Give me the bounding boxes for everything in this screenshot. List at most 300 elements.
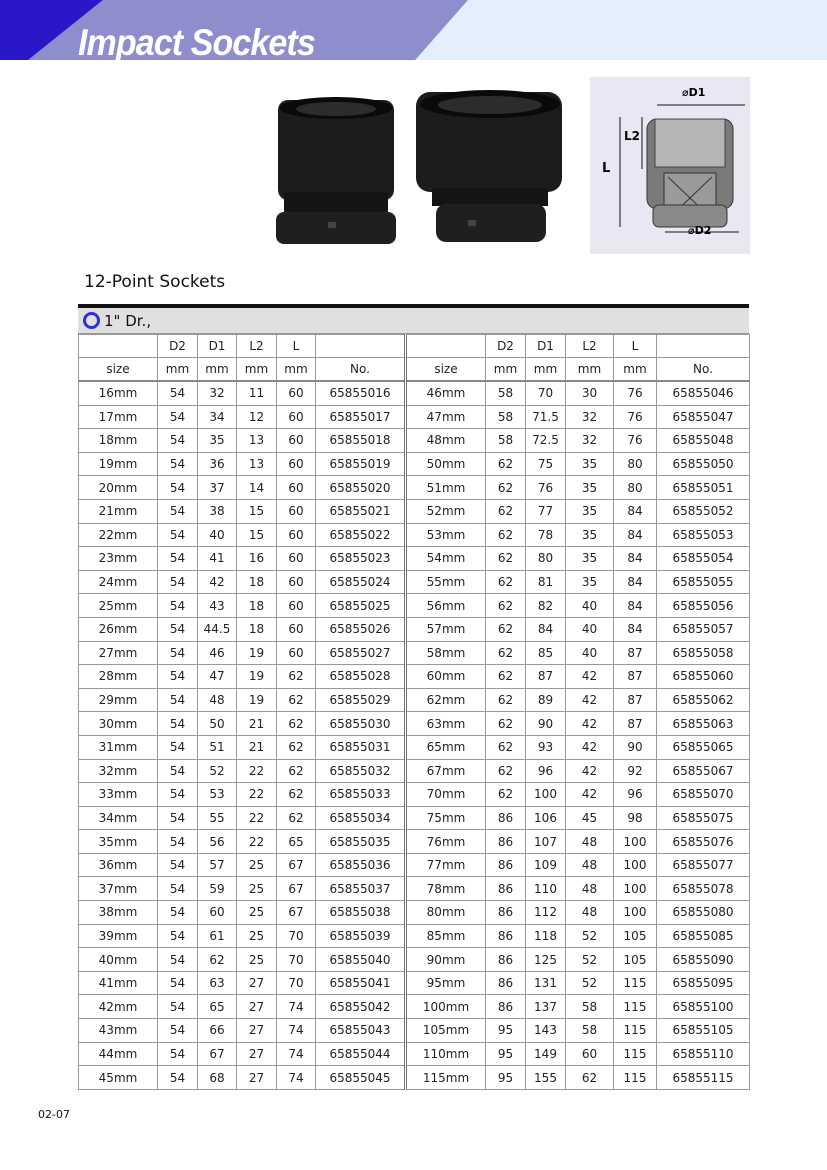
cell-d1: 32 bbox=[198, 381, 237, 405]
cell-d2: 54 bbox=[158, 1042, 198, 1066]
cell-l2: 11 bbox=[237, 381, 277, 405]
cell-part-number: 65855048 bbox=[657, 429, 750, 453]
cell-size: 110mm bbox=[406, 1042, 486, 1066]
cell-l2: 48 bbox=[566, 853, 614, 877]
cell-d1: 37 bbox=[198, 476, 237, 500]
column-header-size: size bbox=[406, 358, 486, 382]
cell-part-number: 65855060 bbox=[657, 665, 750, 689]
cell-d2: 62 bbox=[486, 665, 526, 689]
cell-l2: 18 bbox=[237, 617, 277, 641]
cell-part-number: 65855028 bbox=[316, 665, 406, 689]
cell-d2: 62 bbox=[486, 641, 526, 665]
cell-l: 90 bbox=[614, 735, 657, 759]
cell-part-number: 65855063 bbox=[657, 712, 750, 736]
cell-l2: 42 bbox=[566, 712, 614, 736]
cell-d2: 95 bbox=[486, 1066, 526, 1090]
cell-d1: 109 bbox=[526, 853, 566, 877]
cell-l: 60 bbox=[277, 499, 316, 523]
table-row bbox=[79, 995, 750, 1019]
table-row bbox=[79, 594, 750, 618]
drive-size-label: 1" Dr., bbox=[104, 311, 152, 330]
ring-bullet-icon bbox=[83, 312, 100, 329]
column-header-l2: L2 bbox=[237, 335, 277, 358]
cell-l: 60 bbox=[277, 429, 316, 453]
cell-d2: 54 bbox=[158, 1066, 198, 1090]
cell-l: 105 bbox=[614, 924, 657, 948]
cell-size: 32mm bbox=[79, 759, 158, 783]
cell-part-number: 65855076 bbox=[657, 830, 750, 854]
cell-part-number: 65855024 bbox=[316, 570, 406, 594]
cell-size: 31mm bbox=[79, 735, 158, 759]
cell-l: 60 bbox=[277, 523, 316, 547]
cell-size: 17mm bbox=[79, 405, 158, 429]
cell-size: 38mm bbox=[79, 901, 158, 925]
cell-size: 24mm bbox=[79, 570, 158, 594]
cell-l: 60 bbox=[277, 617, 316, 641]
cell-d2: 86 bbox=[486, 806, 526, 830]
table-row bbox=[79, 1066, 750, 1090]
cell-size: 54mm bbox=[406, 547, 486, 571]
cell-l2: 14 bbox=[237, 476, 277, 500]
cell-part-number: 65855050 bbox=[657, 452, 750, 476]
cell-part-number: 65855042 bbox=[316, 995, 406, 1019]
table-row bbox=[79, 405, 750, 429]
cell-size: 34mm bbox=[79, 806, 158, 830]
cell-d2: 54 bbox=[158, 429, 198, 453]
cell-d2: 54 bbox=[158, 523, 198, 547]
cell-d2: 54 bbox=[158, 665, 198, 689]
cell-d1: 47 bbox=[198, 665, 237, 689]
cell-l: 105 bbox=[614, 948, 657, 972]
cell-l2: 15 bbox=[237, 523, 277, 547]
cell-part-number: 65855031 bbox=[316, 735, 406, 759]
cell-l: 74 bbox=[277, 995, 316, 1019]
cell-d1: 125 bbox=[526, 948, 566, 972]
cell-part-number: 65855047 bbox=[657, 405, 750, 429]
cell-d1: 75 bbox=[526, 452, 566, 476]
header-row bbox=[79, 358, 750, 382]
table-row bbox=[79, 971, 750, 995]
cell-part-number: 65855023 bbox=[316, 547, 406, 571]
cell-l2: 19 bbox=[237, 688, 277, 712]
cell-l2: 48 bbox=[566, 901, 614, 925]
drive-size-header bbox=[78, 308, 749, 334]
cell-d1: 77 bbox=[526, 499, 566, 523]
cell-part-number: 65855090 bbox=[657, 948, 750, 972]
cell-d2: 54 bbox=[158, 452, 198, 476]
cell-size: 52mm bbox=[406, 499, 486, 523]
cell-l: 80 bbox=[614, 476, 657, 500]
cell-size: 45mm bbox=[79, 1066, 158, 1090]
cell-size: 77mm bbox=[406, 853, 486, 877]
cell-size: 56mm bbox=[406, 594, 486, 618]
cell-d2: 86 bbox=[486, 877, 526, 901]
cell-d2: 54 bbox=[158, 948, 198, 972]
cell-d1: 81 bbox=[526, 570, 566, 594]
cell-l2: 25 bbox=[237, 924, 277, 948]
cell-l2: 58 bbox=[566, 1019, 614, 1043]
cell-part-number: 65855095 bbox=[657, 971, 750, 995]
socket-photo-small bbox=[272, 92, 402, 252]
cell-l: 100 bbox=[614, 901, 657, 925]
cell-size: 39mm bbox=[79, 924, 158, 948]
cell-part-number: 65855041 bbox=[316, 971, 406, 995]
cell-l2: 48 bbox=[566, 877, 614, 901]
cell-l: 96 bbox=[614, 783, 657, 807]
cell-size: 100mm bbox=[406, 995, 486, 1019]
cell-d2: 54 bbox=[158, 971, 198, 995]
cell-size: 58mm bbox=[406, 641, 486, 665]
cell-d2: 95 bbox=[486, 1019, 526, 1043]
cell-part-number: 65855020 bbox=[316, 476, 406, 500]
cell-part-number: 65855062 bbox=[657, 688, 750, 712]
cell-l: 84 bbox=[614, 570, 657, 594]
cell-l2: 27 bbox=[237, 1066, 277, 1090]
cell-l2: 35 bbox=[566, 476, 614, 500]
cell-d1: 93 bbox=[526, 735, 566, 759]
cell-d2: 58 bbox=[486, 381, 526, 405]
cell-part-number: 65855058 bbox=[657, 641, 750, 665]
cell-d2: 62 bbox=[486, 452, 526, 476]
cell-l2: 48 bbox=[566, 830, 614, 854]
cell-part-number: 65855030 bbox=[316, 712, 406, 736]
cell-d1: 59 bbox=[198, 877, 237, 901]
cell-l: 60 bbox=[277, 570, 316, 594]
cell-l: 60 bbox=[277, 405, 316, 429]
page-title: Impact Sockets bbox=[78, 22, 315, 63]
cell-l: 70 bbox=[277, 948, 316, 972]
cell-size: 47mm bbox=[406, 405, 486, 429]
cell-part-number: 65855078 bbox=[657, 877, 750, 901]
cell-size: 65mm bbox=[406, 735, 486, 759]
cell-d1: 44.5 bbox=[198, 617, 237, 641]
column-header-d2: mm bbox=[486, 358, 526, 382]
cell-part-number: 65855036 bbox=[316, 853, 406, 877]
cell-d1: 63 bbox=[198, 971, 237, 995]
cell-size: 23mm bbox=[79, 547, 158, 571]
cell-l2: 27 bbox=[237, 1042, 277, 1066]
cell-part-number: 65855053 bbox=[657, 523, 750, 547]
cell-part-number: 65855033 bbox=[316, 783, 406, 807]
cell-l2: 22 bbox=[237, 806, 277, 830]
cell-l: 67 bbox=[277, 877, 316, 901]
cell-size: 19mm bbox=[79, 452, 158, 476]
table-row bbox=[79, 570, 750, 594]
cell-l: 74 bbox=[277, 1066, 316, 1090]
cell-l: 87 bbox=[614, 665, 657, 689]
cell-d2: 54 bbox=[158, 405, 198, 429]
cell-part-number: 65855032 bbox=[316, 759, 406, 783]
column-header-part-number: No. bbox=[316, 358, 406, 382]
cell-part-number: 65855065 bbox=[657, 735, 750, 759]
column-header-size bbox=[406, 335, 486, 358]
table-row bbox=[79, 1019, 750, 1043]
cell-d2: 54 bbox=[158, 712, 198, 736]
cell-d1: 48 bbox=[198, 688, 237, 712]
cell-d2: 86 bbox=[486, 971, 526, 995]
cell-size: 95mm bbox=[406, 971, 486, 995]
column-header-part-number bbox=[316, 335, 406, 358]
cell-l: 84 bbox=[614, 523, 657, 547]
cell-d1: 143 bbox=[526, 1019, 566, 1043]
cell-size: 75mm bbox=[406, 806, 486, 830]
cell-d2: 54 bbox=[158, 783, 198, 807]
table-row bbox=[79, 429, 750, 453]
cell-size: 105mm bbox=[406, 1019, 486, 1043]
cell-d2: 54 bbox=[158, 759, 198, 783]
cell-d2: 54 bbox=[158, 853, 198, 877]
cell-d2: 54 bbox=[158, 806, 198, 830]
cell-size: 25mm bbox=[79, 594, 158, 618]
cell-part-number: 65855043 bbox=[316, 1019, 406, 1043]
column-header-part-number bbox=[657, 335, 750, 358]
table-row bbox=[79, 877, 750, 901]
cell-part-number: 65855040 bbox=[316, 948, 406, 972]
cell-d1: 40 bbox=[198, 523, 237, 547]
cell-l: 74 bbox=[277, 1042, 316, 1066]
cell-d1: 76 bbox=[526, 476, 566, 500]
cell-l2: 40 bbox=[566, 594, 614, 618]
cell-size: 33mm bbox=[79, 783, 158, 807]
cell-part-number: 65855051 bbox=[657, 476, 750, 500]
cell-l: 115 bbox=[614, 995, 657, 1019]
cell-l2: 60 bbox=[566, 1042, 614, 1066]
cell-l2: 22 bbox=[237, 759, 277, 783]
cell-part-number: 65855110 bbox=[657, 1042, 750, 1066]
cell-d1: 41 bbox=[198, 547, 237, 571]
table-row bbox=[79, 665, 750, 689]
cell-d1: 131 bbox=[526, 971, 566, 995]
cell-d1: 55 bbox=[198, 806, 237, 830]
cell-d1: 66 bbox=[198, 1019, 237, 1043]
cell-l2: 27 bbox=[237, 971, 277, 995]
cell-l: 76 bbox=[614, 405, 657, 429]
cell-size: 20mm bbox=[79, 476, 158, 500]
cell-d2: 62 bbox=[486, 499, 526, 523]
cell-l2: 30 bbox=[566, 381, 614, 405]
cell-d1: 60 bbox=[198, 901, 237, 925]
cell-l2: 19 bbox=[237, 641, 277, 665]
cell-d2: 58 bbox=[486, 429, 526, 453]
label-d1: ⌀D1 bbox=[682, 86, 706, 99]
table-row bbox=[79, 948, 750, 972]
cell-part-number: 65855035 bbox=[316, 830, 406, 854]
cell-d1: 118 bbox=[526, 924, 566, 948]
table-row bbox=[79, 853, 750, 877]
cell-l2: 35 bbox=[566, 570, 614, 594]
table-row bbox=[79, 783, 750, 807]
table-row bbox=[79, 547, 750, 571]
table-row bbox=[79, 499, 750, 523]
table-row bbox=[79, 901, 750, 925]
cell-d1: 36 bbox=[198, 452, 237, 476]
cell-part-number: 65855016 bbox=[316, 381, 406, 405]
cell-size: 28mm bbox=[79, 665, 158, 689]
cell-size: 37mm bbox=[79, 877, 158, 901]
cell-size: 78mm bbox=[406, 877, 486, 901]
cell-part-number: 65855025 bbox=[316, 594, 406, 618]
cell-d2: 54 bbox=[158, 877, 198, 901]
cell-l: 100 bbox=[614, 830, 657, 854]
cell-l2: 27 bbox=[237, 1019, 277, 1043]
cell-l2: 35 bbox=[566, 523, 614, 547]
cell-l: 76 bbox=[614, 381, 657, 405]
cell-size: 90mm bbox=[406, 948, 486, 972]
column-header-l: L bbox=[614, 335, 657, 358]
column-header-d1: D1 bbox=[198, 335, 237, 358]
cell-l: 60 bbox=[277, 452, 316, 476]
header-banner bbox=[0, 0, 827, 63]
cell-size: 60mm bbox=[406, 665, 486, 689]
cell-l: 115 bbox=[614, 1042, 657, 1066]
cell-part-number: 65855026 bbox=[316, 617, 406, 641]
cell-d1: 110 bbox=[526, 877, 566, 901]
cell-d2: 86 bbox=[486, 830, 526, 854]
cell-l: 67 bbox=[277, 901, 316, 925]
cell-l: 115 bbox=[614, 1019, 657, 1043]
cell-d1: 70 bbox=[526, 381, 566, 405]
cell-d1: 62 bbox=[198, 948, 237, 972]
cell-l2: 40 bbox=[566, 641, 614, 665]
cell-part-number: 65855067 bbox=[657, 759, 750, 783]
cell-d1: 107 bbox=[526, 830, 566, 854]
cell-d1: 87 bbox=[526, 665, 566, 689]
cell-d1: 106 bbox=[526, 806, 566, 830]
cell-l: 62 bbox=[277, 688, 316, 712]
cell-l: 84 bbox=[614, 594, 657, 618]
cell-part-number: 65855039 bbox=[316, 924, 406, 948]
table-row bbox=[79, 381, 750, 405]
column-header-part-number: No. bbox=[657, 358, 750, 382]
cell-d1: 89 bbox=[526, 688, 566, 712]
cell-l2: 32 bbox=[566, 405, 614, 429]
cell-l: 67 bbox=[277, 853, 316, 877]
cell-l: 62 bbox=[277, 735, 316, 759]
cell-size: 21mm bbox=[79, 499, 158, 523]
cell-size: 80mm bbox=[406, 901, 486, 925]
cell-size: 27mm bbox=[79, 641, 158, 665]
cell-l: 76 bbox=[614, 429, 657, 453]
cell-size: 43mm bbox=[79, 1019, 158, 1043]
cell-size: 62mm bbox=[406, 688, 486, 712]
column-header-l: mm bbox=[614, 358, 657, 382]
cell-d1: 85 bbox=[526, 641, 566, 665]
cell-d2: 54 bbox=[158, 499, 198, 523]
cell-part-number: 65855052 bbox=[657, 499, 750, 523]
cell-l2: 62 bbox=[566, 1066, 614, 1090]
cell-d2: 86 bbox=[486, 995, 526, 1019]
socket-dimension-diagram bbox=[590, 77, 750, 254]
cell-d2: 54 bbox=[158, 924, 198, 948]
cell-part-number: 65855018 bbox=[316, 429, 406, 453]
cell-l2: 27 bbox=[237, 995, 277, 1019]
cell-d2: 62 bbox=[486, 523, 526, 547]
table-row bbox=[79, 712, 750, 736]
cell-l2: 52 bbox=[566, 971, 614, 995]
table-row bbox=[79, 735, 750, 759]
cell-l2: 25 bbox=[237, 853, 277, 877]
cell-l: 92 bbox=[614, 759, 657, 783]
cell-d1: 72.5 bbox=[526, 429, 566, 453]
cell-d2: 54 bbox=[158, 381, 198, 405]
label-l: L bbox=[602, 161, 611, 176]
cell-l: 115 bbox=[614, 1066, 657, 1090]
cell-l: 87 bbox=[614, 641, 657, 665]
cell-d2: 62 bbox=[486, 570, 526, 594]
cell-l: 62 bbox=[277, 665, 316, 689]
cell-part-number: 65855077 bbox=[657, 853, 750, 877]
cell-d2: 62 bbox=[486, 476, 526, 500]
cell-d2: 95 bbox=[486, 1042, 526, 1066]
cell-d2: 54 bbox=[158, 830, 198, 854]
socket-photo-large bbox=[410, 82, 570, 252]
cell-l2: 35 bbox=[566, 547, 614, 571]
cell-d2: 86 bbox=[486, 924, 526, 948]
table-row bbox=[79, 830, 750, 854]
cell-size: 40mm bbox=[79, 948, 158, 972]
page-number: 02-07 bbox=[38, 1108, 70, 1121]
cell-l2: 16 bbox=[237, 547, 277, 571]
cell-l: 60 bbox=[277, 476, 316, 500]
cell-d1: 71.5 bbox=[526, 405, 566, 429]
cell-size: 85mm bbox=[406, 924, 486, 948]
cell-l: 87 bbox=[614, 712, 657, 736]
cell-l2: 21 bbox=[237, 712, 277, 736]
cell-l: 62 bbox=[277, 806, 316, 830]
cell-part-number: 65855038 bbox=[316, 901, 406, 925]
cell-l2: 25 bbox=[237, 901, 277, 925]
cell-size: 36mm bbox=[79, 853, 158, 877]
cell-size: 67mm bbox=[406, 759, 486, 783]
cell-d1: 84 bbox=[526, 617, 566, 641]
cell-l: 98 bbox=[614, 806, 657, 830]
cell-l2: 52 bbox=[566, 924, 614, 948]
cell-l: 100 bbox=[614, 853, 657, 877]
cell-d1: 65 bbox=[198, 995, 237, 1019]
table-row bbox=[79, 1042, 750, 1066]
column-header-l2: mm bbox=[566, 358, 614, 382]
cell-l2: 15 bbox=[237, 499, 277, 523]
cell-d1: 35 bbox=[198, 429, 237, 453]
column-header-size: size bbox=[79, 358, 158, 382]
cell-d1: 96 bbox=[526, 759, 566, 783]
cell-l2: 32 bbox=[566, 429, 614, 453]
column-header-l2: L2 bbox=[566, 335, 614, 358]
cell-l2: 52 bbox=[566, 948, 614, 972]
cell-d2: 86 bbox=[486, 901, 526, 925]
cell-size: 41mm bbox=[79, 971, 158, 995]
column-header-d1: mm bbox=[526, 358, 566, 382]
label-l2: L2 bbox=[624, 129, 640, 143]
cell-d2: 54 bbox=[158, 995, 198, 1019]
cell-l2: 25 bbox=[237, 877, 277, 901]
cell-d2: 58 bbox=[486, 405, 526, 429]
cell-part-number: 65855057 bbox=[657, 617, 750, 641]
table-row bbox=[79, 523, 750, 547]
cell-l: 60 bbox=[277, 381, 316, 405]
cell-d1: 51 bbox=[198, 735, 237, 759]
cell-part-number: 65855017 bbox=[316, 405, 406, 429]
cell-size: 50mm bbox=[406, 452, 486, 476]
cell-d1: 90 bbox=[526, 712, 566, 736]
cell-l: 62 bbox=[277, 712, 316, 736]
cell-l: 60 bbox=[277, 641, 316, 665]
cell-d2: 62 bbox=[486, 735, 526, 759]
cell-l2: 25 bbox=[237, 948, 277, 972]
cell-l2: 21 bbox=[237, 735, 277, 759]
cell-l2: 42 bbox=[566, 665, 614, 689]
cell-part-number: 65855105 bbox=[657, 1019, 750, 1043]
